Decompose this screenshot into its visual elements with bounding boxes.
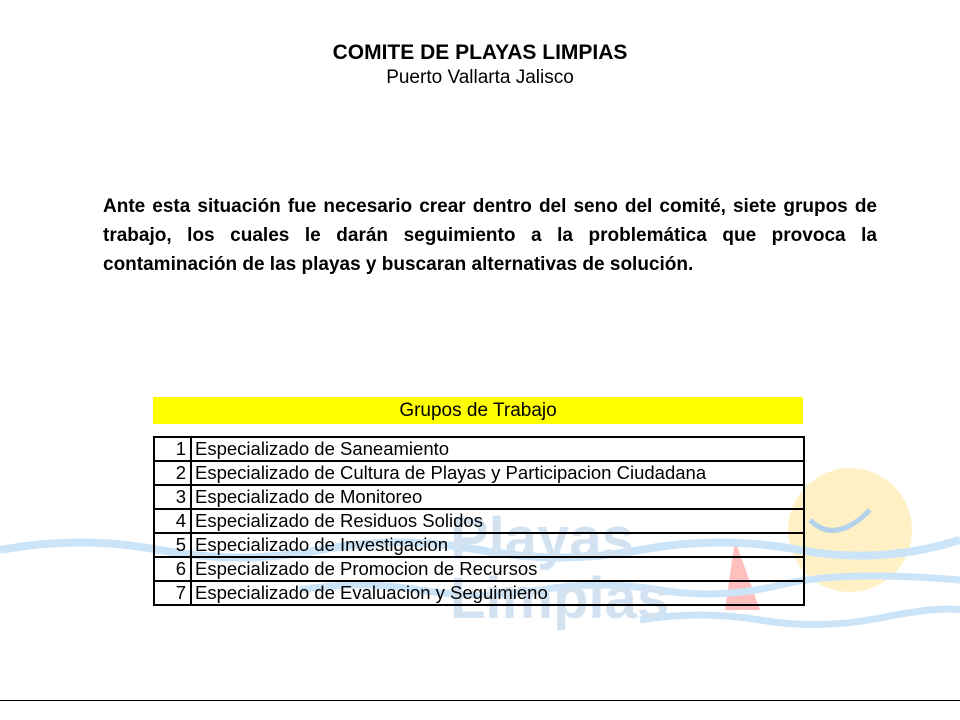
watermark-text-line2: Limpias <box>450 566 670 631</box>
table-row <box>154 461 804 485</box>
table-row <box>154 557 804 581</box>
page-title: COMITE DE PLAYAS LIMPIAS <box>332 41 628 64</box>
work-groups-table <box>153 436 805 606</box>
page-subtitle: Puerto Vallarta Jalisco <box>386 67 574 88</box>
row-number: 1 <box>154 437 191 461</box>
table-row <box>154 509 804 533</box>
row-number: 5 <box>154 533 191 557</box>
row-number: 2 <box>154 461 191 485</box>
page-header <box>0 40 960 90</box>
row-number: 3 <box>154 485 191 509</box>
table-row <box>154 533 804 557</box>
row-number: 6 <box>154 557 191 581</box>
wave-line-3 <box>640 609 960 625</box>
body-paragraph: Ante esta situación fue necesario crear dentro del seno del comité, siete grupos de trabajo, los cuales le darán seguimiento a la problemática que provoca la contaminación de las playas y buscaran alternativas de solución. <box>103 196 877 275</box>
table-row <box>154 485 804 509</box>
row-number: 7 <box>154 581 191 605</box>
table-header: Grupos de Trabajo <box>153 397 803 424</box>
table-row <box>154 437 804 461</box>
row-group-name: Especializado de Monitoreo <box>191 485 804 509</box>
row-group-name: Especializado de Investigacion <box>191 533 804 557</box>
row-group-name: Especializado de Cultura de Playas y Participacion Ciudadana <box>191 461 804 485</box>
table-row <box>154 581 804 605</box>
row-group-name: Especializado de Promocion de Recursos <box>191 557 804 581</box>
bottom-divider <box>0 700 960 701</box>
row-group-name: Especializado de Evaluacion y Seguimieno <box>191 581 804 605</box>
row-group-name: Especializado de Saneamiento <box>191 437 804 461</box>
row-group-name: Especializado de Residuos Solidos <box>191 509 804 533</box>
watermark-text-line1: Playas <box>450 506 634 571</box>
row-number: 4 <box>154 509 191 533</box>
